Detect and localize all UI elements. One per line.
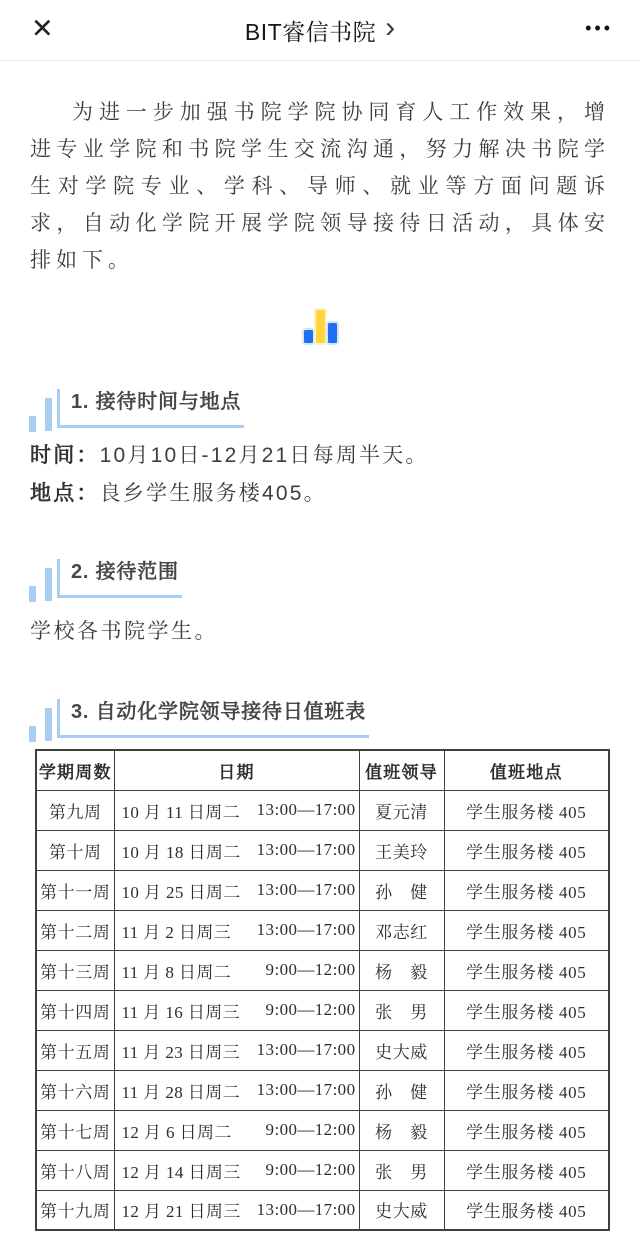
cell-time-text: 13:00—17:00: [256, 800, 356, 819]
cell-week: 第十三周: [36, 950, 114, 990]
cell-week: 第九周: [36, 790, 114, 830]
cell-date-text: 12 月 14 日周三: [121, 1162, 241, 1182]
cell-leader: 杨 毅: [359, 950, 444, 990]
table-row: [36, 790, 609, 830]
place-line: [30, 475, 610, 513]
table-header-row: [36, 750, 609, 790]
cell-leader: 孙 健: [359, 1070, 444, 1110]
heading-decoration-bar-tall: [45, 568, 52, 601]
header-date: 日期: [114, 750, 359, 790]
cell-leader: 邓志红: [359, 910, 444, 950]
cell-time-text: 13:00—17:00: [256, 1199, 356, 1219]
cell-date-text: 11 月 23 日周三: [121, 1042, 241, 1062]
cell-date-text: 10 月 18 日周二: [121, 842, 241, 862]
cell-time-text: 13:00—17:00: [256, 880, 356, 899]
table-row: [36, 870, 609, 910]
place-label: 地点：: [30, 482, 100, 505]
section-title: 1. 接待时间与地点: [57, 389, 244, 428]
cell-week: 第十八周: [36, 1150, 114, 1190]
cell-week: 第十一周: [36, 870, 114, 910]
cell-leader: 孙 健: [359, 870, 444, 910]
cell-date: [114, 870, 359, 910]
time-label: 时间：: [30, 444, 100, 467]
cell-date-text: 12 月 6 日周二: [121, 1122, 232, 1142]
duty-schedule-table: [35, 749, 610, 1231]
cell-date: [114, 1190, 359, 1230]
cell-week: 第十周: [36, 830, 114, 870]
bar-chart-icon-bar-blue-right: [328, 323, 337, 343]
section-reception-scope: [0, 559, 640, 651]
cell-location: 学生服务楼 405: [444, 1030, 609, 1070]
cell-leader: 张 男: [359, 990, 444, 1030]
cell-location: 学生服务楼 405: [444, 830, 609, 870]
table-row: [36, 910, 609, 950]
bar-chart-icon-bar-blue-left: [304, 330, 313, 343]
section-title: 2. 接待范围: [57, 559, 182, 598]
time-line: [30, 437, 610, 475]
cell-date: [114, 990, 359, 1030]
cell-date: [114, 1150, 359, 1190]
table-row: [36, 1150, 609, 1190]
section-heading: [29, 389, 640, 428]
cell-leader: 史大威: [359, 1030, 444, 1070]
table-row: [36, 1190, 609, 1230]
cell-date-text: 11 月 28 日周二: [121, 1082, 241, 1102]
section-body: [30, 437, 610, 513]
cell-date: [114, 1070, 359, 1110]
cell-location: 学生服务楼 405: [444, 790, 609, 830]
cell-week: 第十六周: [36, 1070, 114, 1110]
cell-location: 学生服务楼 405: [444, 870, 609, 910]
header-location: 值班地点: [444, 750, 609, 790]
bar-chart-icon: [0, 308, 640, 343]
cell-location: 学生服务楼 405: [444, 1150, 609, 1190]
table-row: [36, 1070, 609, 1110]
place-value: 良乡学生服务楼405。: [99, 482, 327, 505]
header-leader: 值班领导: [359, 750, 444, 790]
cell-date: [114, 1030, 359, 1070]
bar-chart-icon-bar-yellow: [316, 310, 325, 343]
navbar: [0, 0, 640, 61]
heading-decoration-bar-short: [29, 586, 36, 602]
cell-location: 学生服务楼 405: [444, 1190, 609, 1230]
cell-date-text: 12 月 21 日周三: [121, 1202, 241, 1222]
cell-time-text: 13:00—17:00: [256, 1080, 356, 1099]
cell-time-text: 9:00—12:00: [265, 1120, 356, 1139]
cell-location: 学生服务楼 405: [444, 950, 609, 990]
cell-time-text: 9:00—12:00: [265, 960, 356, 979]
cell-date: [114, 1110, 359, 1150]
close-icon[interactable]: ✕: [31, 13, 54, 44]
cell-date-text: 10 月 25 日周二: [121, 882, 241, 902]
cell-location: 学生服务楼 405: [444, 990, 609, 1030]
time-value: 10月10日-12月21日每周半天。: [99, 444, 429, 467]
heading-decoration-bar-tall: [45, 398, 52, 431]
cell-time-text: 13:00—17:00: [256, 840, 356, 859]
cell-leader: 张 男: [359, 1150, 444, 1190]
table-row: [36, 990, 609, 1030]
schedule-table-body: [36, 790, 609, 1230]
cell-leader: 王美玲: [359, 830, 444, 870]
cell-date-text: 11 月 2 日周三: [121, 922, 232, 942]
cell-date-text: 10 月 11 日周二: [121, 802, 241, 822]
header-week: 学期周数: [36, 750, 114, 790]
cell-location: 学生服务楼 405: [444, 1070, 609, 1110]
table-row: [36, 1030, 609, 1070]
section-heading: [29, 699, 640, 738]
scope-text: 学校各书院学生。: [30, 620, 218, 643]
chevron-right-icon: ›: [385, 11, 396, 44]
cell-leader: 夏元清: [359, 790, 444, 830]
page-title: BIT睿信书院: [244, 18, 377, 45]
cell-date: [114, 910, 359, 950]
cell-week: 第十四周: [36, 990, 114, 1030]
section-title: 3. 自动化学院领导接待日值班表: [57, 699, 369, 738]
cell-leader: 杨 毅: [359, 1110, 444, 1150]
table-row: [36, 1110, 609, 1150]
cell-time-text: 9:00—12:00: [265, 1000, 356, 1019]
heading-decoration-bar-short: [29, 726, 36, 742]
heading-decoration-bar-tall: [45, 708, 52, 741]
cell-time-text: 9:00—12:00: [265, 1160, 356, 1179]
section-reception-time-place: [0, 389, 640, 513]
cell-location: 学生服务楼 405: [444, 910, 609, 950]
cell-date: [114, 950, 359, 990]
table-row: [36, 830, 609, 870]
cell-date-text: 11 月 8 日周二: [121, 962, 232, 982]
section-duty-schedule: [0, 699, 640, 1231]
cell-date-text: 11 月 16 日周三: [121, 1002, 241, 1022]
cell-week: 第十九周: [36, 1190, 114, 1230]
intro-paragraph: 为进一步加强书院学院协同育人工作效果，增进专业学院和书院学生交流沟通，努力解决书院学生对学院专业、学科、导师、就业等方面问题诉求，自动化学院开展学院领导接待日活动，具体安排如下。: [30, 101, 610, 272]
article-content: [0, 94, 640, 1231]
cell-leader: 史大威: [359, 1190, 444, 1230]
cell-week: 第十五周: [36, 1030, 114, 1070]
cell-date: [114, 790, 359, 830]
cell-time-text: 13:00—17:00: [256, 1040, 356, 1059]
cell-week: 第十二周: [36, 910, 114, 950]
more-menu-icon[interactable]: •••: [585, 17, 613, 38]
table-row: [36, 950, 609, 990]
cell-location: 学生服务楼 405: [444, 1110, 609, 1150]
cell-time-text: 13:00—17:00: [256, 920, 356, 939]
heading-decoration-bar-short: [29, 416, 36, 432]
account-title-button[interactable]: [244, 11, 396, 47]
cell-date: [114, 830, 359, 870]
section-heading: [29, 559, 640, 598]
cell-week: 第十七周: [36, 1110, 114, 1150]
